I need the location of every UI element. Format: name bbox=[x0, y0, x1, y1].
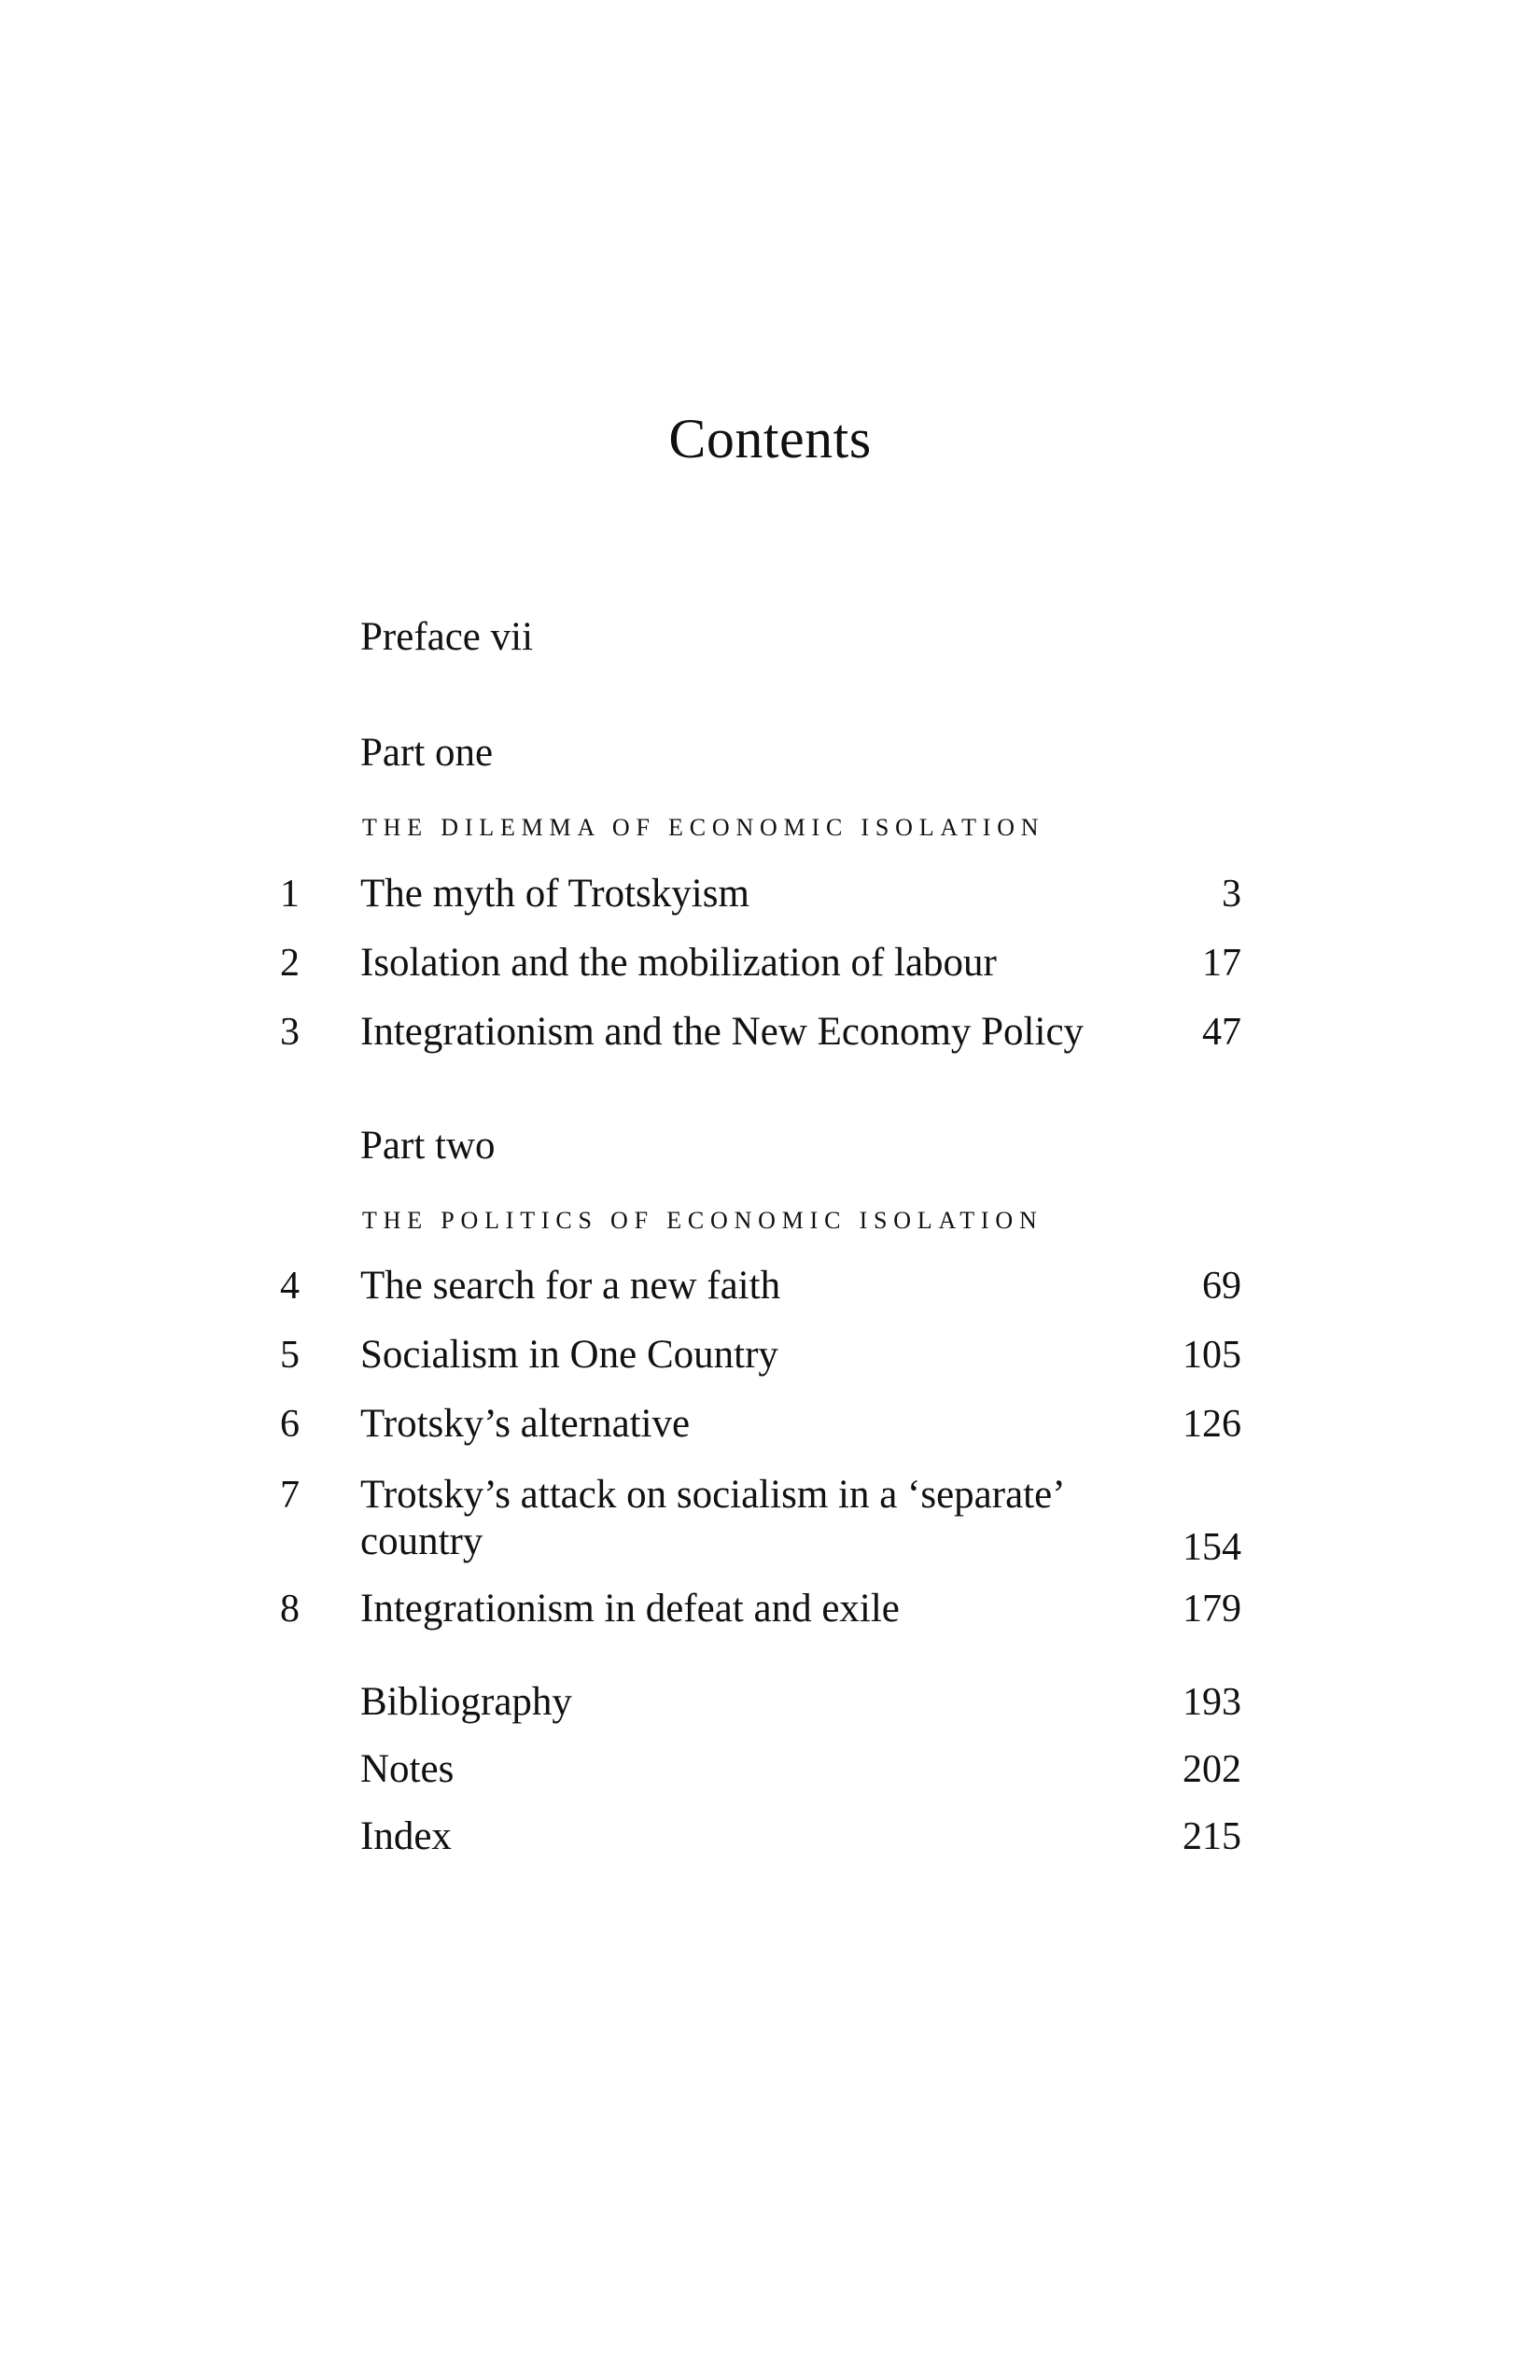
chapter-title: Trotsky’s alternative bbox=[360, 1402, 691, 1446]
page-number: 3 bbox=[1222, 873, 1241, 916]
toc-entry-index[interactable] bbox=[280, 1811, 1241, 1867]
page-number: 69 bbox=[1202, 1265, 1241, 1308]
chapter-number: 2 bbox=[280, 942, 300, 985]
chapter-number: 5 bbox=[280, 1334, 300, 1377]
page-number: 215 bbox=[1183, 1815, 1241, 1858]
toc-entry-chapter-3[interactable] bbox=[280, 1006, 1241, 1062]
toc-entry-chapter-5[interactable] bbox=[280, 1329, 1241, 1385]
chapter-number: 8 bbox=[280, 1588, 300, 1631]
chapter-title: The myth of Trotskyism bbox=[360, 872, 749, 916]
chapter-number: 1 bbox=[280, 873, 300, 916]
toc-entry-chapter-4[interactable] bbox=[280, 1260, 1241, 1316]
part-one-heading: Part one bbox=[360, 731, 494, 775]
chapter-title: The search for a new faith bbox=[360, 1264, 781, 1308]
toc-entry-bibliography[interactable] bbox=[280, 1676, 1241, 1732]
page-title: Contents bbox=[668, 408, 872, 469]
part-two-heading: Part two bbox=[360, 1124, 496, 1168]
page-number: 179 bbox=[1183, 1588, 1241, 1631]
chapter-number: 7 bbox=[280, 1474, 300, 1517]
chapter-title: Isolation and the mobilization of labour bbox=[360, 941, 997, 985]
chapter-title: Integrationism in defeat and exile bbox=[360, 1587, 900, 1631]
toc-entry-chapter-8[interactable] bbox=[280, 1583, 1241, 1639]
part-one-subtitle: THE DILEMMA OF ECONOMIC ISOLATION bbox=[362, 814, 1045, 841]
chapter-number: 4 bbox=[280, 1265, 300, 1308]
part-two-subtitle: THE POLITICS OF ECONOMIC ISOLATION bbox=[362, 1207, 1043, 1234]
chapter-number: 3 bbox=[280, 1011, 300, 1054]
page-number: 105 bbox=[1183, 1334, 1241, 1377]
chapter-title: Socialism in One Country bbox=[360, 1333, 778, 1377]
entry-title: Bibliography bbox=[360, 1680, 572, 1724]
page-number: 47 bbox=[1202, 1011, 1241, 1054]
toc-entry-chapter-2[interactable] bbox=[280, 937, 1241, 993]
entry-title: Notes bbox=[360, 1747, 455, 1791]
chapter-number: 6 bbox=[280, 1403, 300, 1446]
page-number: 202 bbox=[1183, 1748, 1241, 1791]
toc-entry-chapter-7[interactable] bbox=[280, 1469, 1241, 1572]
page-number: 193 bbox=[1183, 1681, 1241, 1724]
page-number: 126 bbox=[1183, 1403, 1241, 1446]
toc-entry-notes[interactable] bbox=[280, 1743, 1241, 1799]
entry-title: Index bbox=[360, 1814, 452, 1858]
chapter-title: Integrationism and the New Economy Policy bbox=[360, 1010, 1085, 1054]
page-number: 154 bbox=[1183, 1526, 1241, 1569]
toc-entry-chapter-1[interactable] bbox=[280, 868, 1241, 924]
chapter-title-continued: country bbox=[360, 1519, 483, 1563]
preface-line: Preface vii bbox=[360, 615, 534, 659]
page-number: 17 bbox=[1202, 942, 1241, 985]
chapter-title: Trotsky’s attack on socialism in a ‘separate’ bbox=[360, 1473, 1066, 1517]
toc-entry-chapter-6[interactable] bbox=[280, 1398, 1241, 1454]
